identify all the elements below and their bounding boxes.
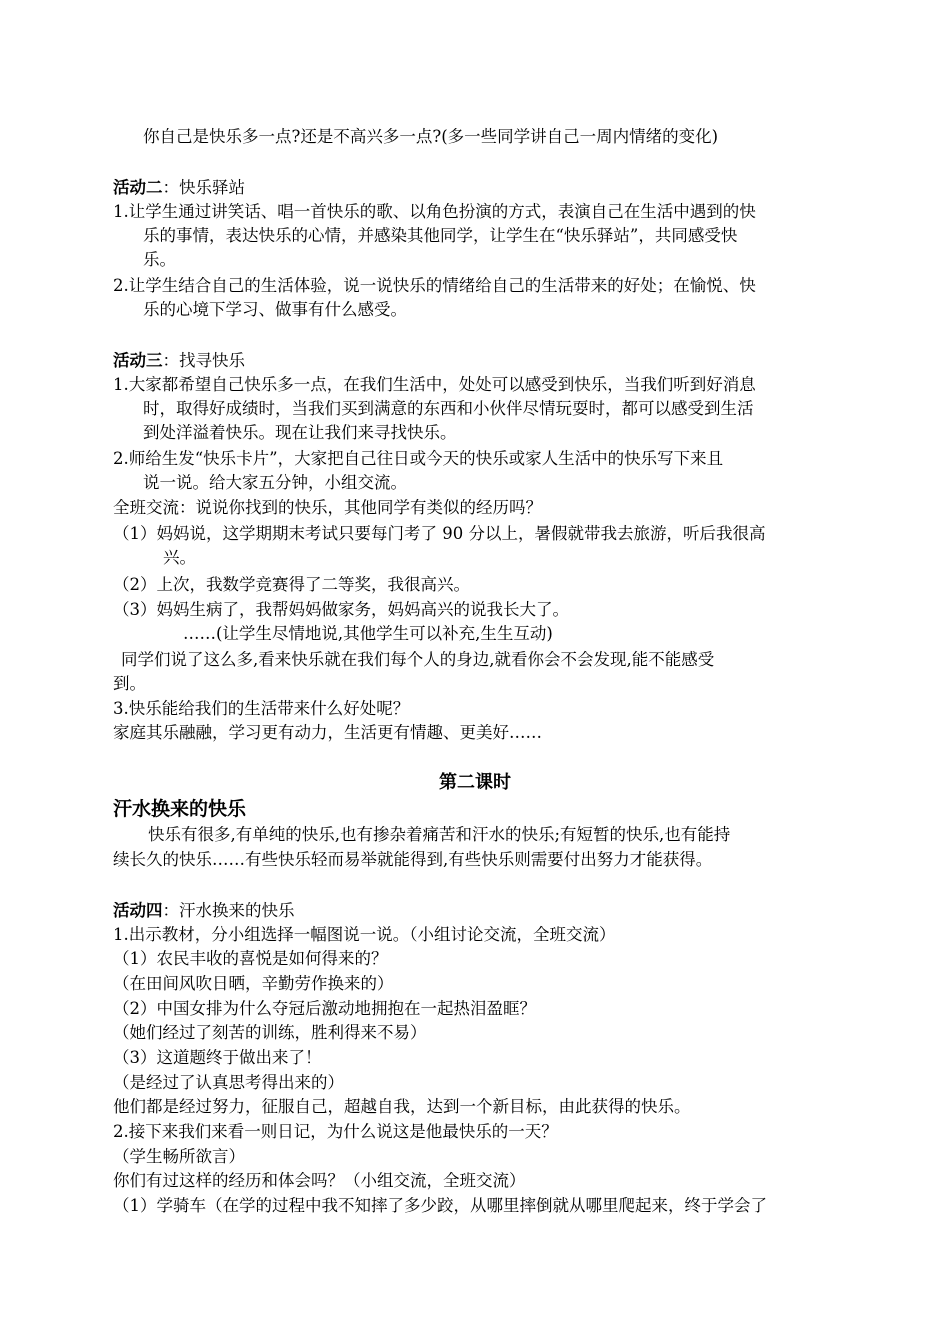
activity4-line: 2.接下来我们来看一则日记，为什么说这是他最快乐的一天？ [113,1122,558,1141]
lesson2-subtitle: 汗水换来的快乐 [113,798,247,820]
activity4-line: （她们经过了刻苦的训练，胜利得来不易） [113,1023,427,1042]
activity3-title: ：找寻快乐 [162,351,245,370]
activity2-item1-line1: 1.让学生通过讲笑话、唱一首快乐的歌、以角色扮演的方式，表演自己在生活中遇到的快 [113,202,756,221]
activity3-ellipsis: ……(让学生尽情地说,其他学生可以补充,生生互动) [183,624,553,643]
activity4-line: （在田间风吹日晒，辛勤劳作换来的） [113,974,394,993]
activity4-line: （3）这道题终于做出来了！ [113,1048,322,1067]
activity3-item1-line2: 时，取得好成绩时，当我们买到满意的东西和小伙伴尽情玩耍时，都可以感受到生活 [143,399,754,418]
activity4-line: （1）农民丰收的喜悦是如何得来的？ [113,949,388,968]
activity3-example2: （2）上次，我数学竞赛得了二等奖，我很高兴。 [113,575,470,594]
lesson2-intro-line2: 续长久的快乐……有些快乐轻而易举就能得到,有些快乐则需要付出努力才能获得。 [113,850,713,869]
activity4-heading: 活动四 [113,901,163,920]
activity3-answer: 家庭其乐融融，学习更有动力，生活更有情趣、更美好…… [113,723,542,742]
activity3-question3: 3.快乐能给我们的生活带来什么好处呢？ [113,699,410,718]
activity4-title: ：汗水换来的快乐 [162,901,295,920]
activity3-heading: 活动三 [113,351,163,370]
activity3-heading-line [113,349,843,373]
activity2-item1-line2: 乐的事情，表达快乐的心情，并感染其他同学，让学生在“快乐驿站”，共同感受快 [143,226,738,245]
activity4-line: 你们有过这样的经历和体会吗？（小组交流，全班交流） [113,1171,526,1190]
lesson2-intro-line1: 快乐有很多,有单纯的快乐,也有掺杂着痛苦和汗水的快乐;有短暂的快乐,也有能持 [148,825,731,844]
activity4-line: （2）中国女排为什么夺冠后激动地拥抱在一起热泪盈眶？ [113,999,536,1018]
activity3-share: 全班交流：说说你找到的快乐，其他同学有类似的经历吗？ [113,498,542,517]
activity3-item2-line2: 说一说。给大家五分钟，小组交流。 [143,473,407,492]
activity2-title: ：快乐驿站 [162,178,245,197]
activity4-line: （是经过了认真思考得出来的） [113,1073,344,1092]
activity2-item1-line3: 乐。 [143,250,176,269]
lesson2-title: 第二课时 [439,772,511,793]
activity4-line: （学生畅所欲言） [113,1147,245,1166]
activity3-item1-line3: 到处洋溢着快乐。现在让我们来寻找快乐。 [143,423,457,442]
activity4-line: （1）学骑车（在学的过程中我不知摔了多少跤，从哪里摔倒就从哪里爬起来，终于学会了 [113,1196,767,1215]
activity4-heading-line [113,899,843,923]
activity3-example1-line1: （1）妈妈说，这学期期末考试只要每门考了 90 分以上，暑假就带我去旅游，听后我很高 [113,524,766,543]
activity4-line: 他们都是经过努力，征服自己，超越自我，达到一个新目标，由此获得的快乐。 [113,1097,691,1116]
activity2-item2-line1: 2.让学生结合自己的生活体验，说一说快乐的情绪给自己的生活带来的好处；在愉悦、快 [113,276,756,295]
activity3-item1-line1: 1.大家都希望自己快乐多一点，在我们生活中，处处可以感受到快乐，当我们听到好消息 [113,375,756,394]
activity2-heading-line [113,176,843,200]
activity3-summary-line1: 同学们说了这么多,看来快乐就在我们每个人的身边,就看你会不会发现,能不能感受 [121,650,715,669]
activity2-item2-line2: 乐的心境下学习、做事有什么感受。 [143,300,407,319]
activity3-summary-line2: 到。 [113,674,146,693]
activity3-example3: （3）妈妈生病了，我帮妈妈做家务，妈妈高兴的说我长大了。 [113,600,569,619]
activity3-example1-line2: 兴。 [163,548,196,567]
activity2-heading: 活动二 [113,178,163,197]
intro-line: 你自己是快乐多一点?还是不高兴多一点?(多一些同学讲自己一周内情绪的变化) [143,127,719,146]
activity3-item2-line1: 2.师给生发“快乐卡片”，大家把自己往日或今天的快乐或家人生活中的快乐写下来且 [113,449,724,468]
activity4-line: 1.出示教材，分小组选择一幅图说一说。（小组讨论交流，全班交流） [113,925,616,944]
